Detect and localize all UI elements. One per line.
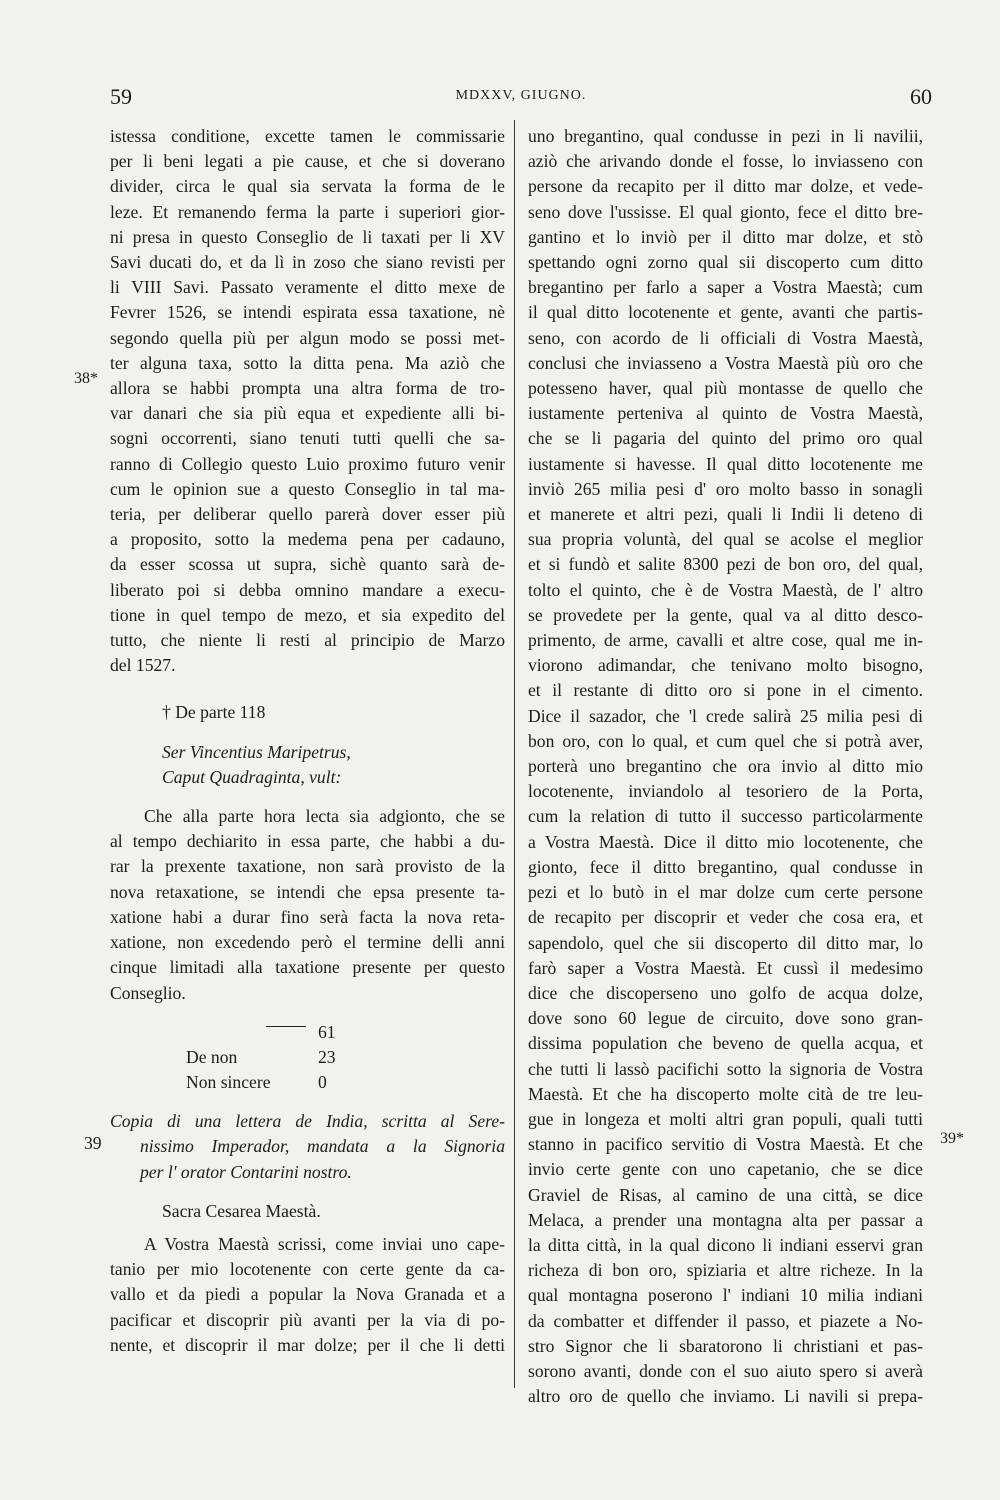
text-line: qual montagna poserono l' indiani 10 milia indiani (528, 1285, 923, 1306)
text-line: de recapito per discoprir et veder che cosa era, et (528, 907, 923, 928)
vote-rule (266, 1026, 306, 1027)
text-line: Graviel de Risas, al camino de una città, se dice (528, 1184, 923, 1205)
text-line: xatione habi a durar fino serà facta la nova reta- (110, 906, 505, 927)
paragraph-continuation (110, 124, 505, 678)
text-line: cum la relation di tutto il successo particolarmente (528, 806, 923, 827)
text-line: sogni occorrenti, siano tenuti tutti quelli che sa- (110, 428, 505, 449)
text-line: dissima population che beveno de quella acqua, et (528, 1033, 923, 1054)
text-line: da esser scossa ut supra, sichè quanto sarà de- (110, 554, 505, 575)
text-line: inviò 265 milia pesi d' oro molto basso in sonagli (528, 478, 923, 499)
text-line: seno dove l'ussisse. El qual gionto, fece el ditto bre- (528, 201, 923, 222)
text-line: nova retaxatione, se intendi che epsa presente ta- (110, 881, 505, 902)
vote-count: 0 (318, 1072, 327, 1093)
margin-note-38: 38* (74, 370, 98, 387)
text-line: iustamente si havesse. Il qual ditto locotenente me (528, 453, 923, 474)
vote-row (186, 1045, 366, 1070)
running-title: MDXXV, GIUGNO. (455, 88, 587, 103)
text-line: ter alguna taxa, sotto la ditta pena. Ma aziò che (110, 352, 505, 373)
de-parte-vote: † De parte 118 (162, 702, 266, 723)
text-line: invio certe gente con uno capetanio, che se dice (528, 1159, 923, 1180)
text-line: persone da recapito per il ditto mar dolze, et vede- (528, 176, 923, 197)
text-line: il qual ditto locotenente et gente, avanti che partis- (528, 302, 923, 323)
text-line: potesseno haver, qual più montasse de quello che (528, 378, 923, 399)
right-column (528, 124, 923, 1409)
text-line: stanno in pacifico servitio di Vostra Maestà. Et che (528, 1134, 923, 1155)
amendment-paragraph (110, 804, 505, 1006)
text-line: Conseglio. (110, 982, 186, 1003)
text-line: Maestà. Et che ha discoperto molte cità de tre leu- (528, 1083, 923, 1104)
text-line: nissimo Imperador, mandata a la Signoria (140, 1136, 505, 1157)
text-line: et si fundò et salite 8300 pezi de bon oro, del qual, (528, 554, 923, 575)
letter-continuation (528, 124, 923, 1409)
vote-count: 23 (318, 1046, 336, 1067)
text-line: sapendolo, quel che sii discoperto dil ditto mar, lo (528, 932, 923, 953)
text-line: allora se habbi prompta una altra forma de tro- (110, 378, 505, 399)
text-line: nente, et discoprir il mar dolze; per il che li detti (110, 1334, 505, 1355)
text-line: Che alla parte hora lecta sia adgionto, che se (144, 806, 505, 827)
text-line: cum le opinion sue a questo Conseglio in tal ma- (110, 478, 505, 499)
column-divider (514, 120, 515, 1388)
vote-row (186, 1020, 366, 1045)
text-line: viorono adimandar, che tenivano molto bisogno, (528, 655, 923, 676)
text-line: li VIII Savi. Passato veramente el ditto mexe de (110, 277, 505, 298)
vote-tally (186, 1020, 366, 1096)
text-line: richeza di bon oro, spiziaria et altre richeze. In la (528, 1260, 923, 1281)
salutation: Sacra Cesarea Maestà. (162, 1200, 321, 1221)
text-line: divider, circa le qual sia servata la forma de le (110, 176, 505, 197)
text-line: al tempo dechiarito in essa parte, che habbi a du- (110, 831, 505, 852)
text-line: stro Signor che li sbaratorono li christiani et pas- (528, 1335, 923, 1356)
right-page-number: 60 (910, 84, 932, 109)
margin-note-39-left: 39 (84, 1133, 102, 1153)
text-line: ranno di Collegio questo Luio proximo futuro venir (110, 453, 505, 474)
proposer-name: Ser Vincentius Maripetrus, (162, 741, 351, 762)
text-line: sorono avanti, donde con el suo aiuto spero si averà (528, 1360, 923, 1381)
letter-title (110, 1109, 505, 1185)
text-line: seno, con acordo de li officiali di Vostra Maestà, (528, 327, 923, 348)
text-line: tutto, che niente li resti al principio de Marzo (110, 630, 505, 651)
text-line: la ditta città, in la qual dicono li indiani esservi gran (528, 1234, 923, 1255)
text-line: et manerete et altri pezi, quali li Indii li deteno di (528, 504, 923, 525)
text-line: conclusi che inviasseno a Vostra Maestà più oro che (528, 352, 923, 373)
text-line: tione in quel tempo de mezo, et sia expedito del (110, 604, 505, 625)
text-line: vallo et da piedi a popular la Nova Granada et a (110, 1284, 505, 1305)
text-line: farò saper a Vostra Maestà. Et cussì il medesimo (528, 957, 923, 978)
text-line: var danari che sia più equa et expediente alli bi- (110, 403, 505, 424)
text-line: iustamente perteniva al quinto de Vostra Maestà, (528, 403, 923, 424)
text-line: teria, per deliberar quello parerà dover esser più (110, 504, 505, 525)
text-line: gantino et lo inviò per il ditto mar dolze, et stò (528, 226, 923, 247)
text-line: cinque limitadi alla taxatione presente per questo (110, 957, 505, 978)
vote-label: De non (186, 1046, 238, 1067)
text-line: tolto el quinto, che è de Vostra Maestà, de l' altro (528, 579, 923, 600)
text-line: segondo quella più per algun modo se possi met- (110, 327, 505, 348)
text-line: gionto, fece il ditto bregantino, qual condusse in (528, 856, 923, 877)
text-line: a proposito, sotto la medema pena per cadauno, (110, 529, 505, 550)
text-line: a Vostra Maestà. Dice il ditto mio locotenente, che (528, 831, 923, 852)
text-line: pezi et lo butò in el mar dolze cum certe persone (528, 882, 923, 903)
text-line: spettando ogni zorno qual sii discoperto cum ditto (528, 252, 923, 273)
text-line: per li beni legati a pie cause, et che si doverano (110, 151, 505, 172)
text-line: che se li pagaria del quinto del primo oro qual (528, 428, 923, 449)
margin-note-39-right: 39* (940, 1130, 964, 1147)
vote-count: 61 (318, 1021, 336, 1042)
text-line: uno bregantino, qual condusse in pezi in li navilii, (528, 126, 923, 146)
text-line: aziò che arivando donde el fosse, lo inviasseno con (528, 151, 923, 172)
text-line: Fevrer 1526, se intendi espirata essa taxatione, nè (110, 302, 505, 323)
text-line: et il restante di ditto oro si pone in el cimento. (528, 680, 923, 701)
text-line: gue in longeza et molti altri gran populi, quali tutti (528, 1108, 923, 1129)
text-line: rar la prexente taxatione, non sarà provisto de la (110, 856, 505, 877)
text-line: che tutti li lassò pacifichi sotto la signoria de Vostra (528, 1058, 923, 1079)
text-line: locotenente, inviandolo al tesoriero de la Porta, (528, 781, 923, 802)
proposer-title: Caput Quadraginta, vult: (162, 766, 342, 787)
text-line: Dice il sazador, che 'l crede salirà 25 milia pesi di (528, 705, 923, 726)
text-line: bon oro, con lo qual, et cum quel che si potrà aver, (528, 730, 923, 751)
text-line: sua propria voluntà, del qual se acolse el meglior (528, 529, 923, 550)
text-line: Copia di una lettera de India, scritta al Sere- (110, 1111, 505, 1132)
text-line: xatione, non excedendo però el termine delli anni (110, 932, 505, 953)
text-line: liberato poi si debba omnino mandare a execu- (110, 579, 505, 600)
text-line: primento, de arme, cavalli et altre cose, qual me in- (528, 630, 923, 651)
running-header (110, 84, 932, 114)
text-line: del 1527. (110, 655, 176, 676)
text-line: da combatter et diffender il passo, et piazete a No- (528, 1310, 923, 1331)
vote-label: Non sincere (186, 1072, 271, 1093)
text-line: ni presa in questo Conseglio de li taxati per li XV (110, 226, 505, 247)
text-line: altro oro de quello che inviamo. Li navili si prepa- (528, 1386, 923, 1407)
letter-paragraph (110, 1232, 505, 1358)
text-line: bregantino per farlo a saper a Vostra Maestà; cum (528, 277, 923, 298)
text-line: dove sono 60 legue de circuito, dove sono gran- (528, 1008, 923, 1029)
vote-row (186, 1070, 366, 1095)
text-line: per l' orator Contarini nostro. (140, 1161, 352, 1182)
text-line: A Vostra Maestà scrissi, come inviai uno cape- (144, 1234, 505, 1255)
left-page-number: 59 (110, 84, 132, 109)
text-line: porterà uno bregantino che ora invio al ditto mio (528, 756, 923, 777)
text-line: Melaca, a prender una montagna alta per passar a (528, 1209, 923, 1230)
left-column (110, 124, 505, 1358)
text-line: istessa conditione, excette tamen le commissarie (110, 126, 505, 146)
text-line: leze. Et remanendo ferma la parte i superiori gior- (110, 201, 505, 222)
text-line: dice che discoperseno uno golfo de acqua dolze, (528, 982, 923, 1003)
text-line: pacificar et discoprir più avanti per la via di po- (110, 1309, 505, 1330)
text-line: se provedete per la gente, qual va al ditto desco- (528, 604, 923, 625)
text-line: Savi ducati do, et da lì in zoso che siano revisti per (110, 252, 505, 273)
text-line: tanio per mio locotenente con certe gente da ca- (110, 1259, 505, 1280)
